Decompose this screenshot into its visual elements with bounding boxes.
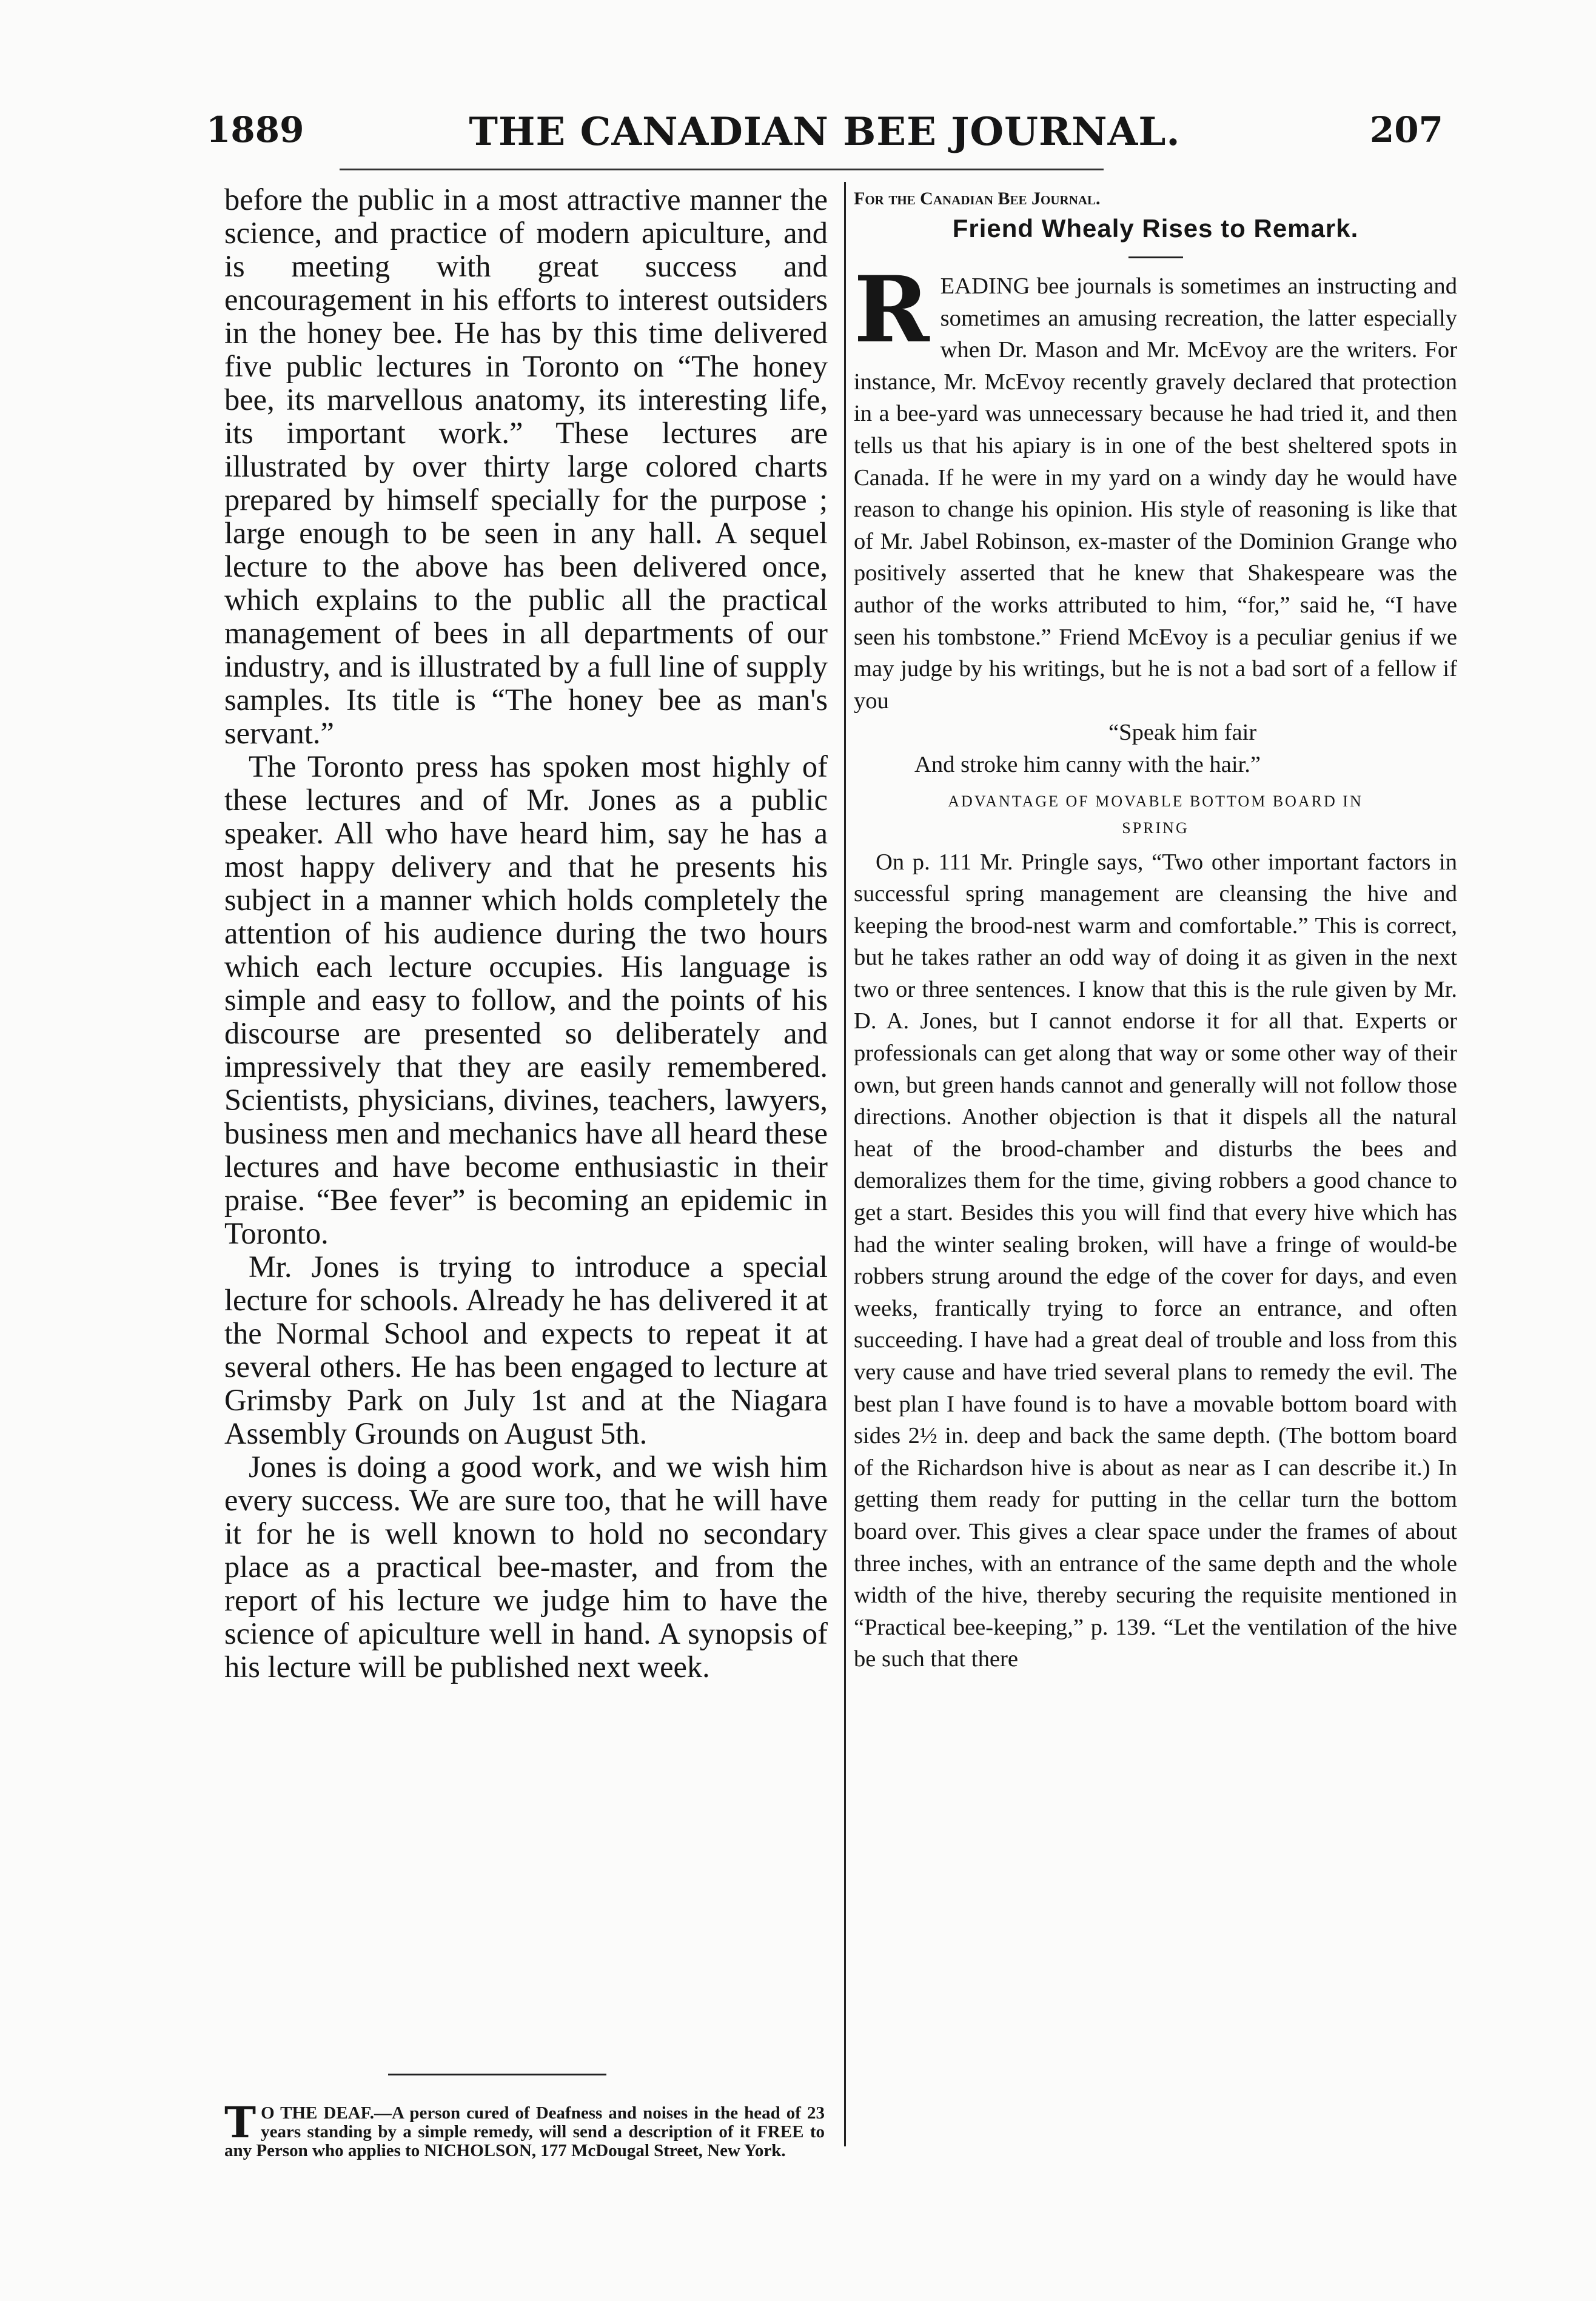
verse-line-2: And stroke him canny with the hair.”	[914, 751, 1261, 777]
notice-initial: T	[224, 2097, 256, 2148]
deaf-notice	[224, 2097, 825, 2160]
left-paragraph-1: before the public in a most attractive manner the science, and practice of modern apiculture, and is meeting with great success and encouragement in his efforts to interest outsiders in the honey bee. He has by this time delivered five public lectures in Toronto on “The honey bee, its marvellous anatomy, its interesting life, its important work.” These lectures are illustrated by over thirty large colored charts prepared by himself specially for the purpose ; large enough to be seen in any hall. A sequel lecture to the above has been delivered once, which explains to the public all the practical management of bees in all departments of our industry, and is illustrated by a full line of supply samples. Its title is “The honey bee as man's servant.”	[224, 183, 828, 750]
running-header	[200, 109, 1449, 164]
right-column	[854, 185, 1457, 1675]
left-paragraph-3: Mr. Jones is trying to introduce a special lecture for schools. Already he has delivered it at the Normal School and expects to repeat it at several others. He has been engaged to lecture at Grimsby Park on July 1st and at the Niagara Assembly Grounds on August 5th.	[224, 1250, 828, 1450]
subhead-line-2: SPRING	[1122, 819, 1189, 837]
notice-text: O THE DEAF.—A person cured of Deafness and noises in the head of 23 years standing by a simple remedy, will send a description of it FREE to any Person who applies to NICHOLSON, 177 McDougal Street, New York.	[224, 2103, 825, 2160]
left-paragraph-2: The Toronto press has spoken most highly of these lectures and of Mr. Jones as a public speaker. All who have heard him, say he has a most happy delivery and that he presents his subject in a manner which holds completely the attention of his audience during the two hours which each lecture occupies. His language is simple and easy to follow, and the points of his discourse are presented so deliberately and impressively that they are easily remembered. Scientists, physicians, divines, teachers, lawyers, business men and mechanics have all heard these lectures and have become enthusiastic in their praise. “Bee fever” is becoming an epidemic in Toronto.	[224, 749, 828, 1250]
article-headline: Friend Whealy Rises to Remark.	[952, 214, 1359, 243]
verse-quote	[854, 717, 1457, 780]
headline-rule	[1128, 256, 1183, 258]
subhead-line-1: ADVANTAGE OF MOVABLE BOTTOM BOARD IN	[948, 792, 1363, 810]
notice-rule	[388, 2074, 606, 2075]
column-divider	[844, 182, 846, 2146]
drop-cap: R	[854, 256, 930, 363]
left-column	[224, 183, 828, 1684]
right-paragraph-2: On p. 111 Mr. Pringle says, “Two other important factors in successful spring management are cleansing the hive and keeping the brood-nest warm and comfortable.” This is correct, but he takes rather an odd way of doing it as given in the next two or three sentences. I know that this is the rule given by Mr. D. A. Jones, but I cannot endorse it for all that. Experts or professionals can get along that way or some other way of their own, but green hands cannot and generally will not follow those directions. Another objection is that it dispels all the natural heat of the brood-chamber and disturbs the bees and demoralizes them for the time, giving robbers a good chance to get a start. Besides this you will find that every hive which has had the winter sealing broken, will have a fringe of would-be robbers strung around the edge of the cover for days, and even weeks, frantically trying to force an entrance, and often succeeding. I have had a great deal of trouble and loss from this very cause and have tried several plans to remedy the evil. The best plan I have found is to have a movable bottom board with sides 2½ in. deep and back the same depth. (The bottom board of the Richardson hive is about as near as I can describe it.) In getting them ready for putting in the cellar turn the bottom board over. This gives a clear space under the frames of about three inches, with an entrance of the same depth and the whole width of the hive, thereby securing the requisite mentioned in “Practical bee-keeping,” p. 139. “Let the ventilation of the hive be such that there	[854, 849, 1457, 1672]
article-source: For the Canadian Bee Journal.	[854, 189, 1101, 209]
page-number: 207	[1369, 109, 1443, 150]
section-subhead	[854, 788, 1457, 842]
header-rule	[340, 169, 1104, 170]
header-year: 1889	[206, 109, 304, 150]
verse-line-1: “Speak him fair	[1108, 720, 1257, 746]
journal-title: THE CANADIAN BEE JOURNAL.	[469, 109, 1181, 155]
left-paragraph-4: Jones is doing a good work, and we wish him every success. We are sure too, that he will have it for he is well known to hold no secondary place as a practical bee-master, and from the report of his lecture we judge him to have the science of apiculture well in hand. A synopsis of his lecture will be published next week.	[224, 1450, 828, 1684]
right-paragraph-1-text: EADING bee journals is sometimes an instructing and sometimes an amusing recreation, the latter especially when Dr. Mason and Mr. McEvoy are the writers. For instance, Mr. McEvoy recently gravely declared that protection in a bee-yard was unnecessary because he had tried it, and then tells us that his apiary is in one of the best sheltered spots in Canada. If he were in my yard on a windy day he would have reason to change his opinion. His style of reasoning is like that of Mr. Jabel Robinson, ex-master of the Dominion Grange who positively asserted that he knew that Shakespeare was the author of the works attributed to him, “for,” said he, “I have seen his tombstone.” Friend McEvoy is a peculiar genius if we may judge by his writings, but he is not a bad sort of a fellow if you	[854, 273, 1457, 714]
right-paragraph-1	[854, 256, 1457, 717]
